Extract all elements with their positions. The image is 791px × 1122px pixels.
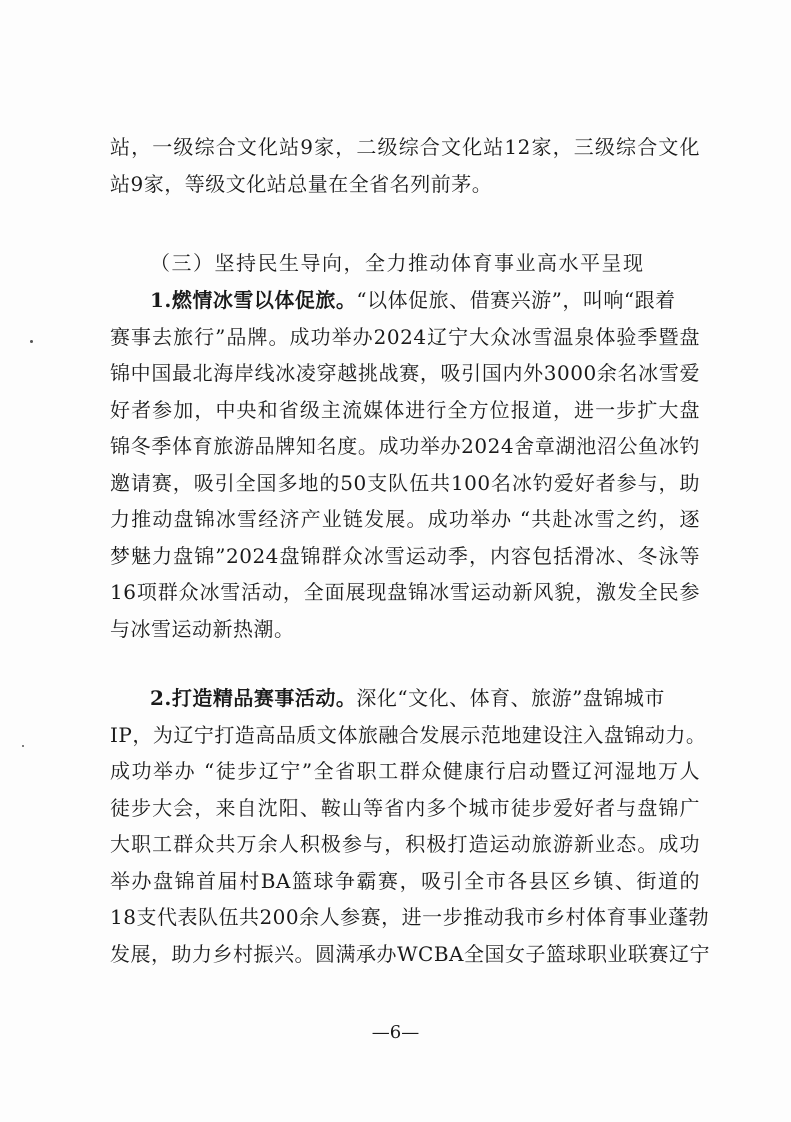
- paragraph-title: 2.打造精品赛事活动。: [150, 686, 357, 710]
- intro-paragraph: [110, 129, 700, 202]
- text-line: 锦冬季体育旅游品牌知名度。成功举办2024舍章湖池沼公鱼冰钓: [110, 434, 700, 458]
- text-line: 锦中国最北海岸线冰凌穿越挑战赛，吸引国内外3000余名冰雪爱: [110, 361, 700, 385]
- scan-speck: [30, 340, 33, 343]
- text-line: IP，为辽宁打造高品质文体旅融合发展示范地建设注入盘锦动力。: [110, 722, 707, 747]
- text-line: 深化“文化、体育、旅游”盘锦城市: [356, 686, 665, 710]
- text-line: 16项群众冰雪活动，全面展现盘锦冰雪运动新风貌，激发全民参: [110, 580, 700, 604]
- section-heading: （三）坚持民生导向，全力推动体育事业高水平呈现: [150, 251, 645, 275]
- text-line: 发展，助力乡村振兴。圆满承办WCBA全国女子篮球职业联赛辽宁: [110, 941, 710, 966]
- text-line: 好者参加，中央和省级主流媒体进行全方位报道，进一步扩大盘: [110, 397, 700, 422]
- text-line: 站，一级综合文化站9家，二级综合文化站12家，三级综合文化: [110, 135, 700, 159]
- paragraph-first-line: [110, 282, 700, 319]
- page-number: —6—: [371, 1022, 420, 1043]
- text-line: 力推动盘锦冰雪经济产业链发展。成功举办 “共赴冰雪之约，逐: [110, 507, 700, 531]
- text-line: 邀请赛，吸引全国多地的50支队伍共100名冰钓爱好者参与，助: [110, 470, 700, 495]
- paragraph-ice-snow: [110, 282, 700, 647]
- text-line: 站9家，等级文化站总量在全省名列前茅。: [110, 171, 493, 196]
- paragraph-events: [110, 680, 710, 972]
- text-line: 大职工群众共万余人积极参与，积极打造运动旅游新业态。成功: [110, 832, 700, 856]
- text-line: 徒步大会，来自沈阳、鞍山等省内多个城市徒步爱好者与盘锦广: [110, 795, 700, 820]
- text-line: 梦魅力盘锦”2024盘锦群众冰雪运动季，内容包括滑冰、冬泳等: [110, 543, 700, 568]
- paragraph-title: 1.燃情冰雪以体促旅。: [150, 288, 357, 312]
- text-line: “以体促旅、借赛兴游”，叫响“跟着: [356, 288, 676, 312]
- text-line: 举办盘锦首届村BA篮球争霸赛，吸引全市各县区乡镇、街道的: [110, 868, 700, 893]
- scan-speck: [22, 745, 24, 747]
- text-line: 成功举办 “徒步辽宁”全省职工群众健康行启动暨辽河湿地万人: [110, 759, 700, 783]
- text-line: 赛事去旅行”品牌。成功举办2024辽宁大众冰雪温泉体验季暨盘: [110, 324, 700, 349]
- text-line: 18支代表队伍共200余人参赛，进一步推动我市乡村体育事业蓬勃: [110, 905, 710, 929]
- text-line: 与冰雪运动新热潮。: [110, 616, 295, 641]
- paragraph-first-line: [110, 680, 700, 717]
